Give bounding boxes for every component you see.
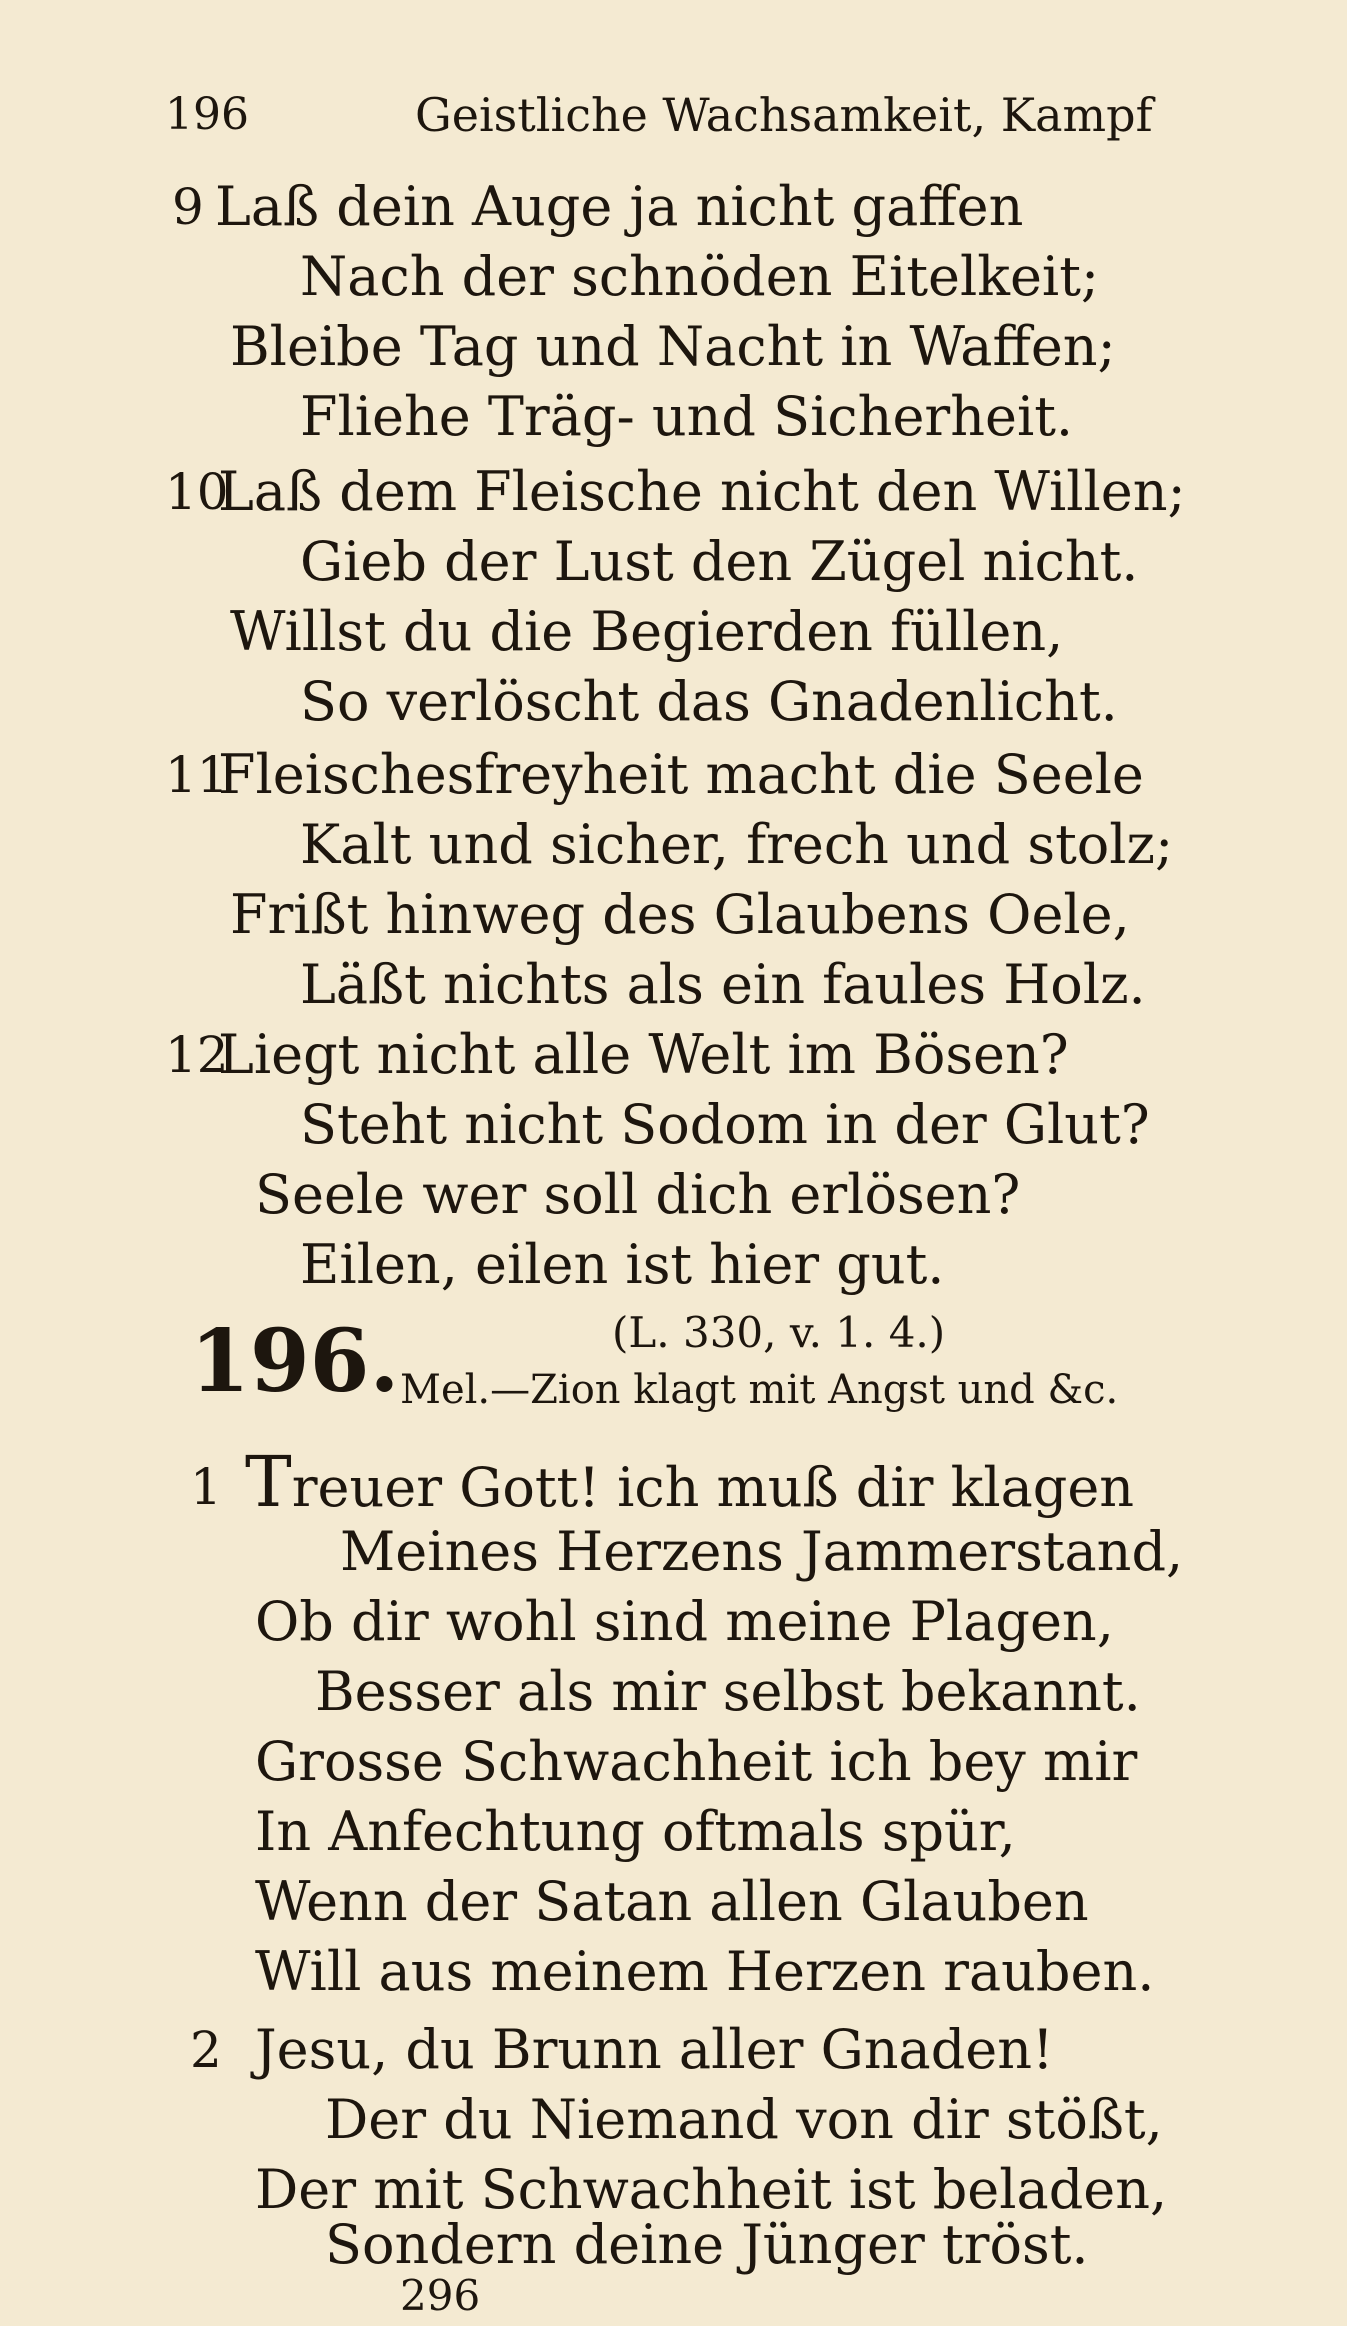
verse-line: Sondern deine Jünger tröst. <box>325 2213 1089 2276</box>
drop-cap: T <box>245 1441 292 1523</box>
verse-line: Jesu, du Brunn aller Gnaden! <box>255 2018 1054 2081</box>
verse-line: So verlöscht das Gnadenlicht. <box>300 670 1118 733</box>
verse-line: Bleibe Tag und Nacht in Waffen; <box>230 315 1116 378</box>
page-number: 196 <box>165 89 249 140</box>
verse-line: Meines Herzens Jammerstand, <box>340 1520 1184 1583</box>
verse-line: Fleischesfreyheit macht die Seele <box>218 743 1144 806</box>
verse-line-first <box>245 1441 1135 1523</box>
verse-line: Willst du die Begierden füllen, <box>230 600 1064 663</box>
verse-line: Der du Niemand von dir stößt, <box>325 2088 1163 2151</box>
signature-mark: 296 <box>400 2271 481 2320</box>
verse-line: Steht nicht Sodom in der Glut? <box>300 1093 1150 1156</box>
stanza-number: 10 <box>165 463 229 521</box>
verse-line: In Anfechtung oftmals spür, <box>255 1800 1016 1863</box>
verse-line: Eilen, eilen ist hier gut. <box>300 1233 945 1296</box>
verse-line: Nach der schnöden Eitelkeit; <box>300 245 1100 308</box>
stanza-number: 1 <box>190 1458 222 1516</box>
verse-line: Wenn der Satan allen Glauben <box>255 1870 1089 1933</box>
hymn-reference: (L. 330, v. 1. 4.) <box>612 1308 946 1357</box>
verse-line: Besser als mir selbst bekannt. <box>315 1660 1141 1723</box>
verse-line: Laß dem Fleische nicht den Willen; <box>218 460 1186 523</box>
verse-line: Laß dein Auge ja nicht gaffen <box>215 175 1024 238</box>
page-header <box>165 80 1175 150</box>
verse-line: Kalt und sicher, frech und stolz; <box>300 813 1174 876</box>
hymn-melody: Mel.—Zion klagt mit Angst und &c. <box>400 1367 1119 1413</box>
stanza-number: 12 <box>165 1026 229 1084</box>
running-title: Geistliche Wachsamkeit, Kampf <box>415 88 1153 142</box>
stanza-number: 9 <box>172 178 204 236</box>
verse-line: Will aus meinem Herzen rauben. <box>255 1940 1155 2003</box>
verse-line: Grosse Schwachheit ich bey mir <box>255 1730 1138 1793</box>
verse-line: Fliehe Träg- und Sicherheit. <box>300 385 1074 448</box>
verse-line: Läßt nichts als ein faules Holz. <box>300 953 1146 1016</box>
verse-line: Der mit Schwachheit ist beladen, <box>255 2158 1168 2221</box>
stanza-number: 11 <box>165 746 229 804</box>
stanza-number: 2 <box>190 2021 222 2079</box>
verse-line-rest: reuer Gott! ich muß dir klagen <box>291 1456 1135 1519</box>
verse-line: Seele wer soll dich erlösen? <box>255 1163 1021 1226</box>
verse-line: Gieb der Lust den Zügel nicht. <box>300 530 1139 593</box>
verse-line: Frißt hinweg des Glaubens Oele, <box>230 883 1130 946</box>
verse-line: Ob dir wohl sind meine Plagen, <box>255 1590 1114 1653</box>
verse-line: Liegt nicht alle Welt im Bösen? <box>218 1023 1069 1086</box>
hymn-number: 196. <box>190 1311 400 1412</box>
